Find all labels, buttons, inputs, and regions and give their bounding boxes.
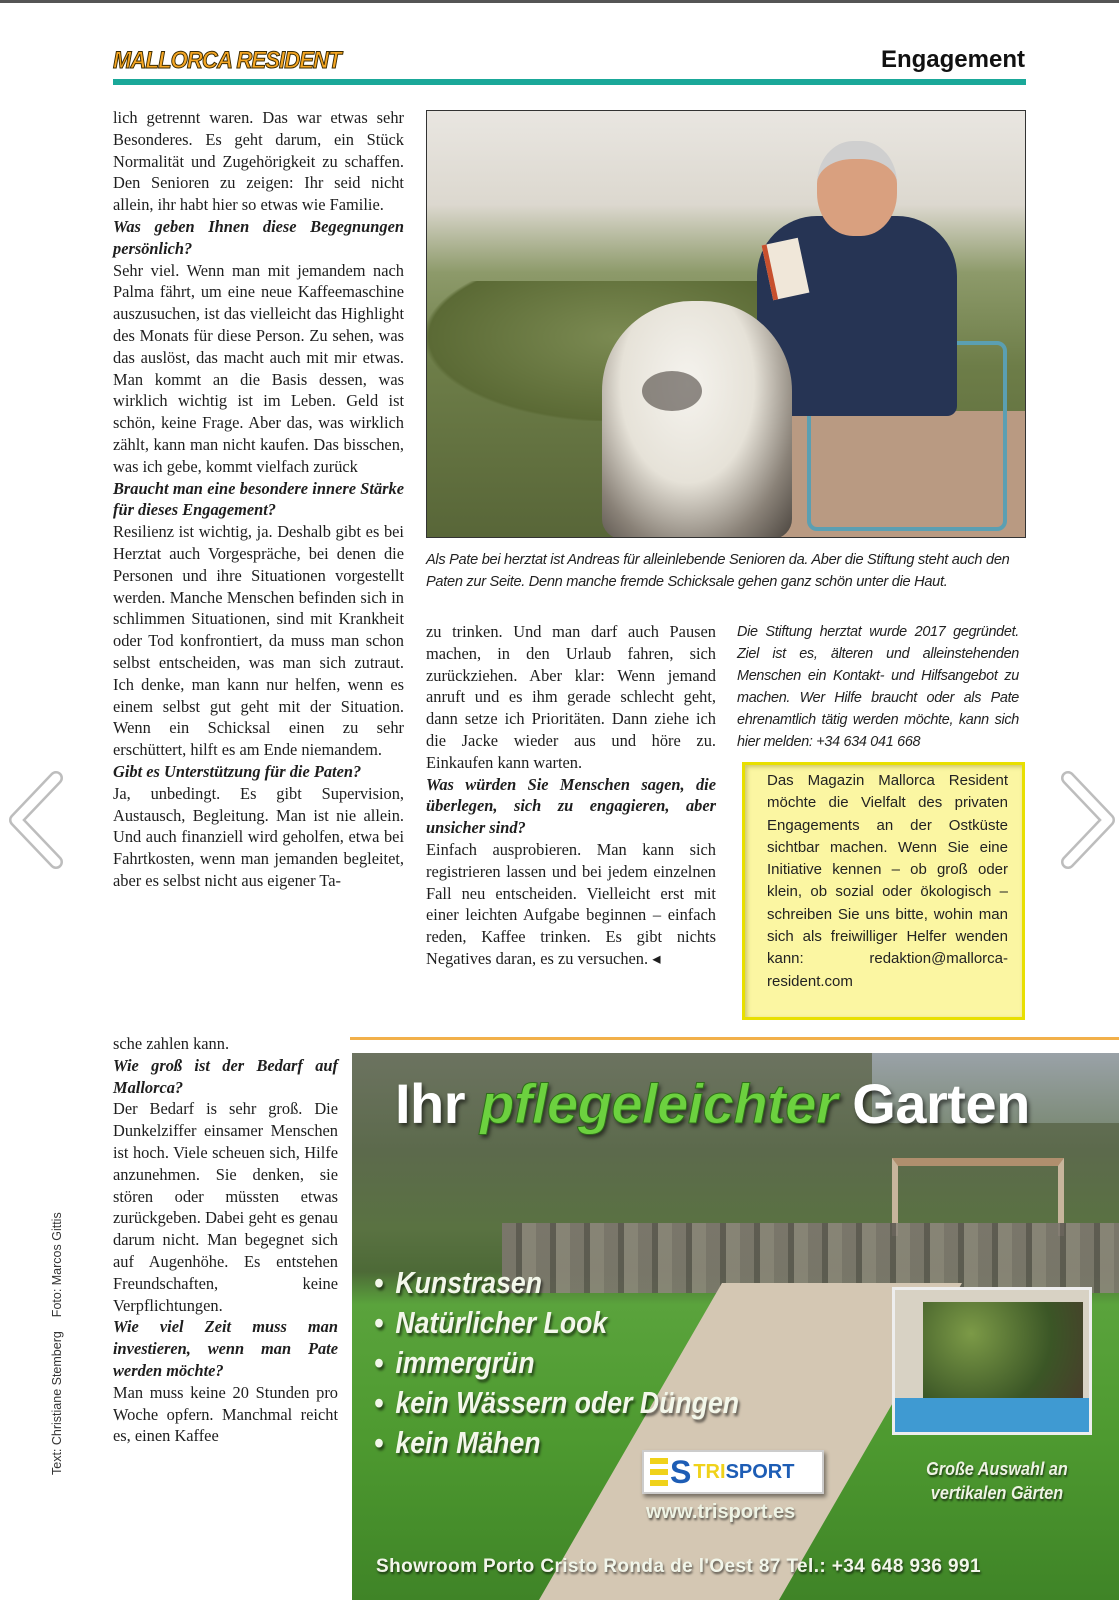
ad-side-note: Große Auswahl an vertikalen Gärten [926, 1459, 1068, 1503]
paragraph: Resilienz ist wichtig, ja. Deshalb gibt es bei Herztat auch Vorgespräche, bei denen die Personen und ihre Situationen vorgestellt werden. Manche Menschen befinden sich in schlimmen Situationen, sind mit Krankheit oder Tod konfrontiert, da muss man schon selbst entscheiden, was man sich zutraut. Ich denke, man kann nur helfen, wenn es einem selbst gut geht mit der Situation. Wenn ein Schicksal einen zu sehr erschüttert, hilft es am Ende niemandem. [113, 522, 404, 760]
ad-website-link[interactable]: www.trisport.es [646, 1501, 796, 1523]
article-column-2 [426, 621, 716, 970]
ad-feature: • Kunstrasen [374, 1263, 739, 1303]
paragraph: Ja, unbedingt. Es gibt Supervision, Austausch, Begleitung. Man ist nie allein. Und auch finanziell wird geholfen, etwa bei Fahrtkosten, wenn man jemanden begleitet, aber es selbst nicht aus eigener Ta- [113, 783, 404, 890]
photo-caption: Als Pate bei herztat ist Andreas für alleinlebende Senioren da. Aber die Stiftung steht auch den Paten zur Seite. Denn manche fremde Schicksale gehen ganz schön unter die Haut. [426, 552, 1010, 590]
interview-question: Braucht man eine besondere innere Stärke für dieses Engagement? [113, 478, 404, 520]
ad-feature: • immergrün [374, 1343, 739, 1383]
paragraph: lich getrennt waren. Das war etwas sehr Besonderes. Es geht darum, ein Stück Normalität und Zugehörigkeit zu schaffen. Den Senioren zu zeigen: Ihr seid nicht allein, ihr habt hier so etwas wie Familie. [113, 108, 404, 215]
ad-feature-list [374, 1263, 799, 1463]
magazine-masthead: MALLORCA RESIDENT [113, 47, 341, 74]
advertisement[interactable] [352, 1053, 1119, 1600]
chevron-right-icon [1054, 770, 1118, 870]
paragraph: zu trinken. Und man darf auch Pausen machen, in den Urlaub fahren, sich zurückziehen. Aber klar: Wenn jemand anruft und es ihm gerade schlecht geht, dann setze ich Prioritäten. Dann ziehe ich die Jacke wieder aus und höre zu. Einkaufen kann warten. [426, 622, 716, 772]
chevron-left-icon [6, 770, 70, 870]
next-page-button[interactable] [1054, 770, 1118, 870]
photo-credits: Text: Christiane StembergFoto: Marcos Gittis [50, 1212, 64, 1475]
ad-address: Showroom Porto Cristo Ronda de l'Oest 87 Tel.: +34 648 936 991 [376, 1556, 981, 1577]
logo-mark-icon [650, 1458, 668, 1486]
interview-question: Wie viel Zeit muss man investieren, wenn man Pate werden möchte? [113, 1317, 338, 1380]
foundation-info: Die Stiftung herztat wurde 2017 gegründet. Ziel ist es, älteren und alleinstehenden Menschen ein Kontakt- und Hilfsangebot zu machen. Wer Hilfe braucht oder als Pate ehrenamtlich tätig werden möchte, kann sich hier melden: +34 634 041 668 [737, 624, 1019, 750]
ad-feature: • kein Wässern oder Düngen [374, 1383, 739, 1423]
paragraph: Man muss keine 20 Stunden pro Woche opfern. Manchmal reicht es, einen Kaffee [113, 1382, 338, 1446]
paragraph: Sehr viel. Wenn man mit jemandem nach Palma fährt, um eine neue Kaffeemaschine auszusuchen, ist das vielleicht das Highlight des Monats für diese Person. Zu sehen, was das auslöst, das macht auch mit mir etwas. Man kommt an die Basis dessen, was wirklich wichtig ist im Leben. Geld ist schön, keine Frage. Aber das, was wirklich zählt, kann man nicht kaufen. Das bisschen, was ich gebe, kommt vielfach zurück [113, 260, 404, 476]
ad-divider [350, 1037, 1119, 1040]
ad-vertical-garden-photo [892, 1287, 1092, 1435]
header-rule [113, 79, 1026, 85]
ad-feature: • kein Mähen [374, 1423, 739, 1463]
top-border [0, 0, 1119, 3]
interview-question: Was würden Sie Menschen sagen, die überlegen, sich zu engagieren, aber unsicher sind? [426, 774, 716, 838]
photo-dog [602, 301, 792, 538]
paragraph: Der Bedarf is sehr groß. Die Dunkelziffer einsamer Menschen ist hoch. Viele scheuen sich, Hilfe anzunehmen. Sie denken, sie stören oder müssten etwas zurückgeben. Dabei geht es genau darum nicht. Man begegnet sich auf Augenhöhe. Es entstehen Freundschaften, keine Verpflichtungen. [113, 1099, 338, 1315]
section-title: Engagement [880, 46, 1025, 73]
ad-headline-highlight: pflegeleichter [480, 1072, 838, 1135]
previous-page-button[interactable] [6, 770, 70, 870]
trisport-logo: S TRI SPORT [642, 1450, 824, 1494]
interview-question: Gibt es Unterstützung für die Paten? [113, 761, 362, 781]
article-photo [426, 110, 1026, 538]
paragraph: Einfach ausprobieren. Man kann sich registrieren lassen und bei jedem einzelnen Fall neu entscheiden. Vielleicht erst mit einer leichten Aufgabe beginnen – einfach reden, Kaffee trinken. Es gibt nichts Negatives daran, es zu versuchen. ◂ [426, 839, 716, 968]
callout-box: Das Magazin Mallorca Resident möchte die Vielfalt des privaten Engagements an der Ostküste sichtbar machen. Wenn Sie eine Initiative kennen – ob groß oder klein, ob sozial oder ökologisch – schreiben Sie uns bitte, wohin man sich als freiwilliger Helfer wenden kann: redaktion@mallorca-resident.com [742, 762, 1025, 1020]
article-column-1-continued [113, 1033, 338, 1447]
paragraph: sche zahlen kann. [113, 1034, 230, 1053]
ad-feature: • Natürlicher Look [374, 1303, 739, 1343]
interview-question: Was geben Ihnen diese Begegnungen persönlich? [113, 216, 404, 258]
ad-headline: Ihr pflegeleichter Garten [395, 1072, 1030, 1135]
interview-question: Wie groß ist der Bedarf auf Mallorca? [113, 1055, 338, 1097]
article-column-1 [113, 107, 404, 892]
